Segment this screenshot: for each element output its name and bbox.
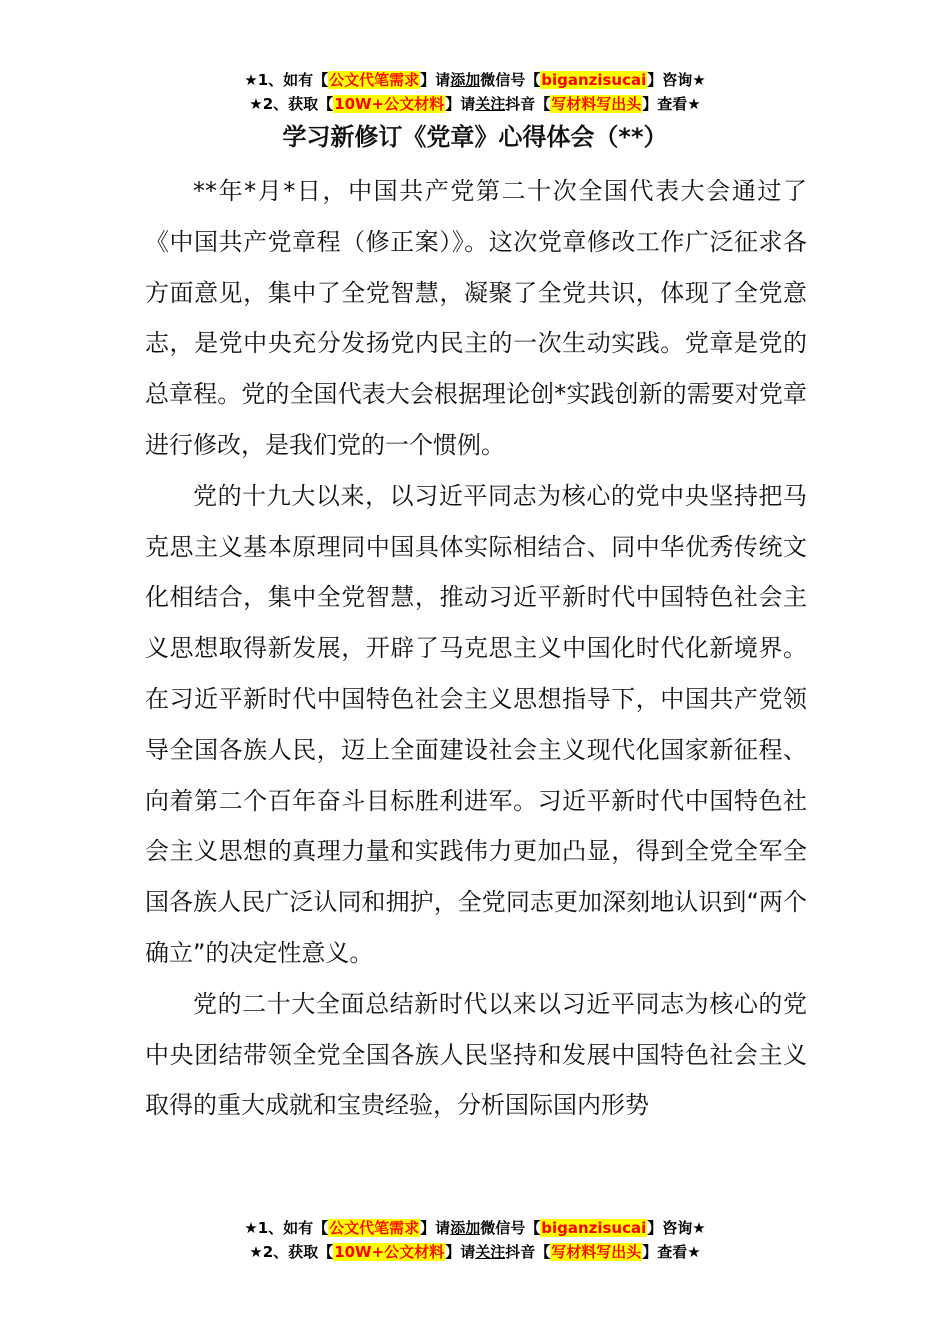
banner-text: 】咨询★ — [647, 1219, 706, 1237]
banner-text: ★2、获取【 — [249, 1243, 334, 1261]
banner-highlight: 写材料写出头 — [551, 95, 642, 113]
banner-text: 抖音【 — [505, 95, 551, 113]
document-title: 学习新修订《党章》心得体会（**） — [282, 123, 668, 151]
banner-highlight: 10W+公文材料 — [334, 1243, 445, 1261]
header-banner — [0, 68, 950, 116]
banner-text: 】请 — [445, 1243, 476, 1261]
banner-highlight: 公文代笔需求 — [329, 71, 420, 89]
banner-underlined-text: 添加 — [450, 71, 481, 89]
paragraph: 党的十九大以来，以习近平同志为核心的党中央坚持把马克思主义基本原理同中国具体实际相结合、同中华优秀传统文化相结合，集中全党智慧，推动习近平新时代中国特色社会主义思想取得新发展，开辟了马克思主义中国化时代化新境界。在习近平新时代中国特色社会主义思想指导下，中国共产党领导全国各族人民，迈上全面建设社会主义现代化国家新征程、向着第二个百年奋斗目标胜利进军。习近平新时代中国特色社会主义思想的真理力量和实践伟力更加凸显，得到全党全军全国各族人民广泛认同和拥护，全党同志更加深刻地认识到“两个确立”的决定性意义。 — [145, 481, 807, 967]
paragraph: 党的二十大全面总结新时代以来以习近平同志为核心的党中央团结带领全党全国各族人民坚持和发展中国特色社会主义取得的重大成就和宝贵经验，分析国际国内形势 — [145, 989, 807, 1120]
banner-line-2 — [0, 1240, 950, 1264]
banner-underlined-text: 关注 — [475, 1243, 506, 1261]
footer-banner — [0, 1216, 950, 1264]
banner-text: 】查看★ — [642, 95, 701, 113]
document-body — [145, 166, 807, 1131]
banner-text: 】请 — [420, 71, 451, 89]
banner-text: ★2、获取【 — [249, 95, 334, 113]
banner-highlight: biganzisucai — [541, 1219, 647, 1237]
banner-line-1 — [0, 1216, 950, 1240]
banner-text: 微信号【 — [480, 1219, 541, 1237]
banner-line-1 — [0, 68, 950, 92]
banner-text: 】请 — [445, 95, 476, 113]
banner-highlight: biganzisucai — [541, 71, 647, 89]
banner-highlight: 写材料写出头 — [551, 1243, 642, 1261]
banner-highlight: 10W+公文材料 — [334, 95, 445, 113]
banner-text: 抖音【 — [505, 1243, 551, 1261]
banner-highlight: 公文代笔需求 — [329, 1219, 420, 1237]
banner-text: 微信号【 — [480, 71, 541, 89]
banner-text: ★1、如有【 — [244, 1219, 329, 1237]
banner-text: 】查看★ — [642, 1243, 701, 1261]
banner-underlined-text: 添加 — [450, 1219, 481, 1237]
banner-underlined-text: 关注 — [475, 95, 506, 113]
banner-text: 】请 — [420, 1219, 451, 1237]
banner-text: ★1、如有【 — [244, 71, 329, 89]
banner-text: 】咨询★ — [647, 71, 706, 89]
banner-line-2 — [0, 92, 950, 116]
paragraph: **年*月*日，中国共产党第二十次全国代表大会通过了《中国共产党章程（修正案）》。这次党章修改工作广泛征求各方面意见，集中了全党智慧，凝聚了全党共识，体现了全党意志，是党中央充分发扬党内民主的一次生动实践。党章是党的总章程。党的全国代表大会根据理论创*实践创新的需要对党章进行修改，是我们党的一个惯例。 — [145, 177, 807, 459]
